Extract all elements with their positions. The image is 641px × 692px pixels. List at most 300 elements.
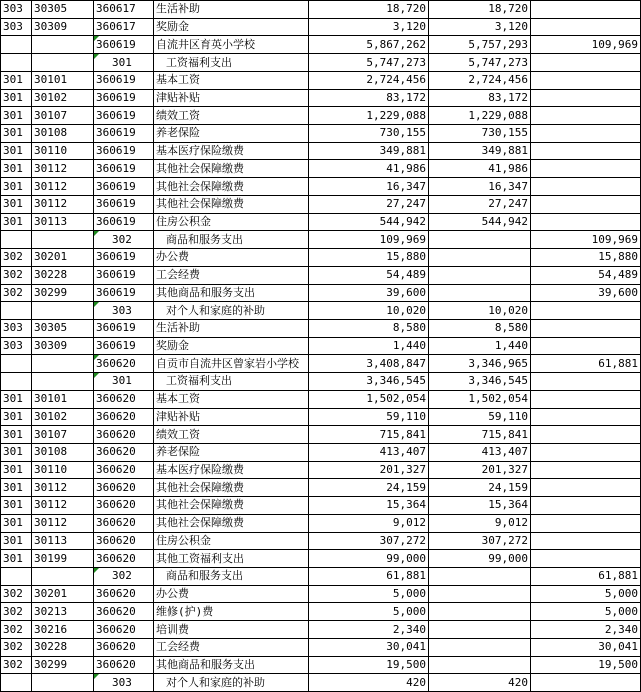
category-code-cell[interactable]: 302: [1, 585, 32, 603]
project-cell[interactable]: [531, 426, 641, 444]
table-row: [1, 54, 641, 72]
project-cell[interactable]: [531, 337, 641, 355]
total-cell[interactable]: 5,747,273: [309, 54, 429, 72]
name-cell[interactable]: 住房公积金: [154, 532, 309, 550]
unit-code-cell[interactable]: 360619: [94, 36, 154, 54]
basic-cell[interactable]: 1,229,088: [429, 107, 531, 125]
table-row: [1, 231, 641, 249]
project-cell[interactable]: 30,041: [531, 638, 641, 656]
item-code-cell[interactable]: [32, 568, 94, 586]
category-code-cell[interactable]: 302: [1, 266, 32, 284]
name-cell[interactable]: 其他社会保障缴费: [154, 160, 309, 178]
unit-code-cell[interactable]: 360619: [94, 195, 154, 213]
total-cell[interactable]: 10,020: [309, 302, 429, 320]
total-cell[interactable]: 30,041: [309, 638, 429, 656]
table-row: [1, 142, 641, 160]
unit-code-cell[interactable]: 360620: [94, 532, 154, 550]
total-cell[interactable]: 24,159: [309, 479, 429, 497]
category-code-cell[interactable]: 301: [1, 550, 32, 568]
total-cell[interactable]: 5,000: [309, 585, 429, 603]
basic-cell[interactable]: 413,407: [429, 443, 531, 461]
total-cell[interactable]: 201,327: [309, 461, 429, 479]
total-cell[interactable]: 1,229,088: [309, 107, 429, 125]
item-code-cell[interactable]: 30216: [32, 621, 94, 639]
project-cell[interactable]: 5,000: [531, 585, 641, 603]
total-cell[interactable]: 3,408,847: [309, 355, 429, 373]
total-cell[interactable]: 1,440: [309, 337, 429, 355]
name-cell[interactable]: 基本工资: [154, 390, 309, 408]
name-cell[interactable]: 养老保险: [154, 443, 309, 461]
unit-code-cell[interactable]: 302: [94, 568, 154, 586]
unit-code-cell[interactable]: 360620: [94, 461, 154, 479]
total-cell[interactable]: 16,347: [309, 178, 429, 196]
basic-cell[interactable]: [429, 249, 531, 267]
table-row: [1, 497, 641, 515]
project-cell[interactable]: 2,340: [531, 621, 641, 639]
total-cell[interactable]: 349,881: [309, 142, 429, 160]
basic-cell[interactable]: 24,159: [429, 479, 531, 497]
unit-code-cell[interactable]: 360620: [94, 585, 154, 603]
total-cell[interactable]: 61,881: [309, 568, 429, 586]
table-row: [1, 337, 641, 355]
total-cell[interactable]: 18,720: [309, 1, 429, 19]
item-code-cell[interactable]: 30201: [32, 249, 94, 267]
item-code-cell[interactable]: 30305: [32, 319, 94, 337]
project-cell[interactable]: [531, 550, 641, 568]
category-code-cell[interactable]: 301: [1, 142, 32, 160]
table-row: [1, 125, 641, 143]
basic-cell[interactable]: 715,841: [429, 426, 531, 444]
project-cell[interactable]: [531, 125, 641, 143]
unit-code-cell[interactable]: 360619: [94, 337, 154, 355]
project-cell[interactable]: [531, 302, 641, 320]
item-code-cell[interactable]: [32, 54, 94, 72]
name-cell[interactable]: 基本医疗保险缴费: [154, 461, 309, 479]
item-code-cell[interactable]: [32, 302, 94, 320]
total-cell[interactable]: 5,867,262: [309, 36, 429, 54]
total-cell[interactable]: 3,120: [309, 18, 429, 36]
basic-cell[interactable]: 9,012: [429, 514, 531, 532]
table-row: [1, 514, 641, 532]
name-cell[interactable]: 商品和服务支出: [154, 568, 309, 586]
unit-code-cell[interactable]: 360620: [94, 479, 154, 497]
unit-code-cell[interactable]: 301: [94, 54, 154, 72]
basic-cell[interactable]: 1,440: [429, 337, 531, 355]
name-cell[interactable]: 绩效工资: [154, 107, 309, 125]
basic-cell[interactable]: 41,986: [429, 160, 531, 178]
name-cell[interactable]: 其他社会保障缴费: [154, 479, 309, 497]
item-code-cell[interactable]: [32, 231, 94, 249]
project-cell[interactable]: 39,600: [531, 284, 641, 302]
unit-code-cell[interactable]: 360619: [94, 266, 154, 284]
category-code-cell[interactable]: 301: [1, 107, 32, 125]
category-code-cell[interactable]: [1, 54, 32, 72]
project-cell[interactable]: [531, 390, 641, 408]
project-cell[interactable]: [531, 195, 641, 213]
table-row: [1, 266, 641, 284]
unit-code-cell[interactable]: 360619: [94, 284, 154, 302]
category-code-cell[interactable]: [1, 568, 32, 586]
basic-cell[interactable]: 59,110: [429, 408, 531, 426]
item-code-cell[interactable]: 30201: [32, 585, 94, 603]
total-cell[interactable]: 41,986: [309, 160, 429, 178]
project-cell[interactable]: 5,000: [531, 603, 641, 621]
total-cell[interactable]: 3,346,545: [309, 373, 429, 391]
category-code-cell[interactable]: 301: [1, 426, 32, 444]
project-cell[interactable]: [531, 54, 641, 72]
basic-cell[interactable]: 5,757,293: [429, 36, 531, 54]
name-cell[interactable]: 维修(护)费: [154, 603, 309, 621]
basic-cell[interactable]: [429, 585, 531, 603]
name-cell[interactable]: 工资福利支出: [154, 54, 309, 72]
table-row: [1, 71, 641, 89]
basic-cell[interactable]: 99,000: [429, 550, 531, 568]
basic-cell[interactable]: 15,364: [429, 497, 531, 515]
category-code-cell[interactable]: 301: [1, 443, 32, 461]
basic-cell[interactable]: 27,247: [429, 195, 531, 213]
unit-code-cell[interactable]: 301: [94, 373, 154, 391]
category-code-cell[interactable]: 301: [1, 89, 32, 107]
project-cell[interactable]: 15,880: [531, 249, 641, 267]
total-cell[interactable]: 544,942: [309, 213, 429, 231]
category-code-cell[interactable]: [1, 373, 32, 391]
total-cell[interactable]: 39,600: [309, 284, 429, 302]
unit-code-cell[interactable]: 303: [94, 674, 154, 692]
category-code-cell[interactable]: [1, 355, 32, 373]
table-body: [1, 1, 641, 692]
total-cell[interactable]: 15,880: [309, 249, 429, 267]
project-cell[interactable]: [531, 213, 641, 231]
table-row: [1, 319, 641, 337]
project-cell[interactable]: [531, 1, 641, 19]
table-row: [1, 355, 641, 373]
basic-cell[interactable]: [429, 284, 531, 302]
table-row: [1, 532, 641, 550]
basic-cell[interactable]: 544,942: [429, 213, 531, 231]
project-cell[interactable]: [531, 18, 641, 36]
name-cell[interactable]: 培训费: [154, 621, 309, 639]
total-cell[interactable]: 2,340: [309, 621, 429, 639]
basic-cell[interactable]: 730,155: [429, 125, 531, 143]
basic-cell[interactable]: 420: [429, 674, 531, 692]
name-cell[interactable]: 住房公积金: [154, 213, 309, 231]
item-code-cell[interactable]: 30199: [32, 550, 94, 568]
basic-cell[interactable]: [429, 621, 531, 639]
item-code-cell[interactable]: 30101: [32, 390, 94, 408]
total-cell[interactable]: 413,407: [309, 443, 429, 461]
item-code-cell[interactable]: [32, 674, 94, 692]
name-cell[interactable]: 津贴补贴: [154, 89, 309, 107]
unit-code-cell[interactable]: 360620: [94, 621, 154, 639]
item-code-cell[interactable]: [32, 36, 94, 54]
item-code-cell[interactable]: 30101: [32, 71, 94, 89]
unit-code-cell[interactable]: 360619: [94, 71, 154, 89]
unit-code-cell[interactable]: 360620: [94, 550, 154, 568]
project-cell[interactable]: [531, 674, 641, 692]
table-row: [1, 479, 641, 497]
name-cell[interactable]: 绩效工资: [154, 426, 309, 444]
basic-cell[interactable]: 307,272: [429, 532, 531, 550]
item-code-cell[interactable]: 30113: [32, 532, 94, 550]
category-code-cell[interactable]: 302: [1, 656, 32, 674]
name-cell[interactable]: 办公费: [154, 585, 309, 603]
category-code-cell[interactable]: 302: [1, 603, 32, 621]
name-cell[interactable]: 自贡市自流井区曾家岩小学校: [154, 355, 309, 373]
item-code-cell[interactable]: 30113: [32, 213, 94, 231]
item-code-cell[interactable]: [32, 355, 94, 373]
unit-code-cell[interactable]: 360619: [94, 89, 154, 107]
item-code-cell[interactable]: 30102: [32, 89, 94, 107]
name-cell[interactable]: 生活补助: [154, 319, 309, 337]
unit-code-cell[interactable]: 360620: [94, 426, 154, 444]
total-cell[interactable]: 307,272: [309, 532, 429, 550]
category-code-cell[interactable]: 301: [1, 213, 32, 231]
basic-cell[interactable]: 5,747,273: [429, 54, 531, 72]
unit-code-cell[interactable]: 360620: [94, 408, 154, 426]
category-code-cell[interactable]: 301: [1, 390, 32, 408]
unit-code-cell[interactable]: 360619: [94, 319, 154, 337]
table-row: [1, 107, 641, 125]
table-row: [1, 36, 641, 54]
name-cell[interactable]: 其他社会保障缴费: [154, 514, 309, 532]
total-cell[interactable]: 19,500: [309, 656, 429, 674]
name-cell[interactable]: 办公费: [154, 249, 309, 267]
project-cell[interactable]: [531, 319, 641, 337]
category-code-cell[interactable]: 301: [1, 178, 32, 196]
project-cell[interactable]: [531, 532, 641, 550]
table-row: [1, 89, 641, 107]
table-row: [1, 249, 641, 267]
name-cell[interactable]: 其他工资福利支出: [154, 550, 309, 568]
basic-cell[interactable]: [429, 266, 531, 284]
basic-cell[interactable]: [429, 638, 531, 656]
category-code-cell[interactable]: 301: [1, 497, 32, 515]
item-code-cell[interactable]: 30299: [32, 656, 94, 674]
category-code-cell[interactable]: 303: [1, 1, 32, 19]
project-cell[interactable]: 109,969: [531, 36, 641, 54]
basic-cell[interactable]: 3,346,965: [429, 355, 531, 373]
total-cell[interactable]: 15,364: [309, 497, 429, 515]
item-code-cell[interactable]: 30102: [32, 408, 94, 426]
table-row: [1, 390, 641, 408]
project-cell[interactable]: [531, 107, 641, 125]
item-code-cell[interactable]: 30305: [32, 1, 94, 19]
name-cell[interactable]: 自流井区育英小学校: [154, 36, 309, 54]
project-cell[interactable]: [531, 497, 641, 515]
category-code-cell[interactable]: 301: [1, 71, 32, 89]
item-code-cell[interactable]: 30107: [32, 107, 94, 125]
unit-code-cell[interactable]: 360619: [94, 107, 154, 125]
item-code-cell[interactable]: 30228: [32, 638, 94, 656]
item-code-cell[interactable]: 30112: [32, 514, 94, 532]
name-cell[interactable]: 其他商品和服务支出: [154, 284, 309, 302]
category-code-cell[interactable]: 301: [1, 195, 32, 213]
item-code-cell[interactable]: 30112: [32, 195, 94, 213]
table-row: [1, 302, 641, 320]
total-cell[interactable]: 54,489: [309, 266, 429, 284]
basic-cell[interactable]: [429, 231, 531, 249]
basic-cell[interactable]: [429, 656, 531, 674]
basic-cell[interactable]: 10,020: [429, 302, 531, 320]
item-code-cell[interactable]: 30299: [32, 284, 94, 302]
name-cell[interactable]: 对个人和家庭的补助: [154, 674, 309, 692]
table-row: [1, 195, 641, 213]
category-code-cell[interactable]: [1, 674, 32, 692]
basic-cell[interactable]: 3,120: [429, 18, 531, 36]
project-cell[interactable]: 61,881: [531, 355, 641, 373]
project-cell[interactable]: 19,500: [531, 656, 641, 674]
name-cell[interactable]: 其他商品和服务支出: [154, 656, 309, 674]
name-cell[interactable]: 基本工资: [154, 71, 309, 89]
total-cell[interactable]: 730,155: [309, 125, 429, 143]
total-cell[interactable]: 83,172: [309, 89, 429, 107]
basic-cell[interactable]: 349,881: [429, 142, 531, 160]
category-code-cell[interactable]: 303: [1, 319, 32, 337]
unit-code-cell[interactable]: 302: [94, 231, 154, 249]
table-row: [1, 568, 641, 586]
total-cell[interactable]: 1,502,054: [309, 390, 429, 408]
item-code-cell[interactable]: 30309: [32, 337, 94, 355]
project-cell[interactable]: 109,969: [531, 231, 641, 249]
category-code-cell[interactable]: 302: [1, 638, 32, 656]
unit-code-cell[interactable]: 360619: [94, 142, 154, 160]
item-code-cell[interactable]: 30112: [32, 479, 94, 497]
unit-code-cell[interactable]: 360619: [94, 125, 154, 143]
category-code-cell[interactable]: 303: [1, 18, 32, 36]
basic-cell[interactable]: 16,347: [429, 178, 531, 196]
unit-code-cell[interactable]: 360620: [94, 603, 154, 621]
item-code-cell[interactable]: 30213: [32, 603, 94, 621]
basic-cell[interactable]: 18,720: [429, 1, 531, 19]
item-code-cell[interactable]: 30112: [32, 497, 94, 515]
unit-code-cell[interactable]: 360620: [94, 355, 154, 373]
unit-code-cell[interactable]: 360620: [94, 390, 154, 408]
total-cell[interactable]: 9,012: [309, 514, 429, 532]
project-cell[interactable]: [531, 373, 641, 391]
unit-code-cell[interactable]: 360619: [94, 249, 154, 267]
basic-cell[interactable]: [429, 568, 531, 586]
project-cell[interactable]: [531, 443, 641, 461]
table-row: [1, 1, 641, 19]
project-cell[interactable]: [531, 408, 641, 426]
unit-code-cell[interactable]: 360620: [94, 514, 154, 532]
item-code-cell[interactable]: 30112: [32, 160, 94, 178]
name-cell[interactable]: 生活补助: [154, 1, 309, 19]
category-code-cell[interactable]: 301: [1, 479, 32, 497]
project-cell[interactable]: [531, 479, 641, 497]
name-cell[interactable]: 其他社会保障缴费: [154, 178, 309, 196]
category-code-cell[interactable]: 302: [1, 284, 32, 302]
category-code-cell[interactable]: 301: [1, 461, 32, 479]
total-cell[interactable]: 2,724,456: [309, 71, 429, 89]
total-cell[interactable]: 109,969: [309, 231, 429, 249]
basic-cell[interactable]: 83,172: [429, 89, 531, 107]
name-cell[interactable]: 商品和服务支出: [154, 231, 309, 249]
project-cell[interactable]: [531, 514, 641, 532]
total-cell[interactable]: 99,000: [309, 550, 429, 568]
unit-code-cell[interactable]: 360619: [94, 160, 154, 178]
name-cell[interactable]: 津贴补贴: [154, 408, 309, 426]
item-code-cell[interactable]: 30108: [32, 125, 94, 143]
basic-cell[interactable]: 3,346,545: [429, 373, 531, 391]
basic-cell[interactable]: 2,724,456: [429, 71, 531, 89]
name-cell[interactable]: 工会经费: [154, 638, 309, 656]
total-cell[interactable]: 715,841: [309, 426, 429, 444]
total-cell[interactable]: 8,580: [309, 319, 429, 337]
item-code-cell[interactable]: 30110: [32, 142, 94, 160]
total-cell[interactable]: 59,110: [309, 408, 429, 426]
category-code-cell[interactable]: 301: [1, 532, 32, 550]
category-code-cell[interactable]: 301: [1, 125, 32, 143]
category-code-cell[interactable]: 302: [1, 621, 32, 639]
item-code-cell[interactable]: 30107: [32, 426, 94, 444]
category-code-cell[interactable]: [1, 36, 32, 54]
project-cell[interactable]: [531, 160, 641, 178]
table-row: [1, 18, 641, 36]
project-cell[interactable]: [531, 89, 641, 107]
project-cell[interactable]: 54,489: [531, 266, 641, 284]
category-code-cell[interactable]: 301: [1, 514, 32, 532]
item-code-cell[interactable]: 30309: [32, 18, 94, 36]
name-cell[interactable]: 工资福利支出: [154, 373, 309, 391]
item-code-cell[interactable]: 30110: [32, 461, 94, 479]
name-cell[interactable]: 奖励金: [154, 337, 309, 355]
project-cell[interactable]: [531, 71, 641, 89]
item-code-cell[interactable]: 30228: [32, 266, 94, 284]
category-code-cell[interactable]: 302: [1, 249, 32, 267]
name-cell[interactable]: 其他社会保障缴费: [154, 195, 309, 213]
unit-code-cell[interactable]: 360620: [94, 497, 154, 515]
project-cell[interactable]: [531, 142, 641, 160]
unit-code-cell[interactable]: 303: [94, 302, 154, 320]
basic-cell[interactable]: [429, 603, 531, 621]
total-cell[interactable]: 5,000: [309, 603, 429, 621]
name-cell[interactable]: 养老保险: [154, 125, 309, 143]
unit-code-cell[interactable]: 360617: [94, 1, 154, 19]
total-cell[interactable]: 420: [309, 674, 429, 692]
name-cell[interactable]: 工会经费: [154, 266, 309, 284]
item-code-cell[interactable]: [32, 373, 94, 391]
unit-code-cell[interactable]: 360619: [94, 213, 154, 231]
name-cell[interactable]: 基本医疗保险缴费: [154, 142, 309, 160]
category-code-cell[interactable]: 301: [1, 408, 32, 426]
project-cell[interactable]: 61,881: [531, 568, 641, 586]
item-code-cell[interactable]: 30112: [32, 178, 94, 196]
project-cell[interactable]: [531, 461, 641, 479]
category-code-cell[interactable]: [1, 231, 32, 249]
unit-code-cell[interactable]: 360620: [94, 443, 154, 461]
total-cell[interactable]: 27,247: [309, 195, 429, 213]
unit-code-cell[interactable]: 360620: [94, 638, 154, 656]
item-code-cell[interactable]: 30108: [32, 443, 94, 461]
unit-code-cell[interactable]: 360619: [94, 178, 154, 196]
table-row: [1, 373, 641, 391]
basic-cell[interactable]: 8,580: [429, 319, 531, 337]
name-cell[interactable]: 其他社会保障缴费: [154, 497, 309, 515]
table-row: [1, 426, 641, 444]
table-row: [1, 585, 641, 603]
unit-code-cell[interactable]: 360617: [94, 18, 154, 36]
basic-cell[interactable]: 1,502,054: [429, 390, 531, 408]
name-cell[interactable]: 对个人和家庭的补助: [154, 302, 309, 320]
project-cell[interactable]: [531, 178, 641, 196]
category-code-cell[interactable]: 303: [1, 337, 32, 355]
basic-cell[interactable]: 201,327: [429, 461, 531, 479]
unit-code-cell[interactable]: 360620: [94, 656, 154, 674]
name-cell[interactable]: 奖励金: [154, 18, 309, 36]
category-code-cell[interactable]: 301: [1, 160, 32, 178]
category-code-cell[interactable]: [1, 302, 32, 320]
